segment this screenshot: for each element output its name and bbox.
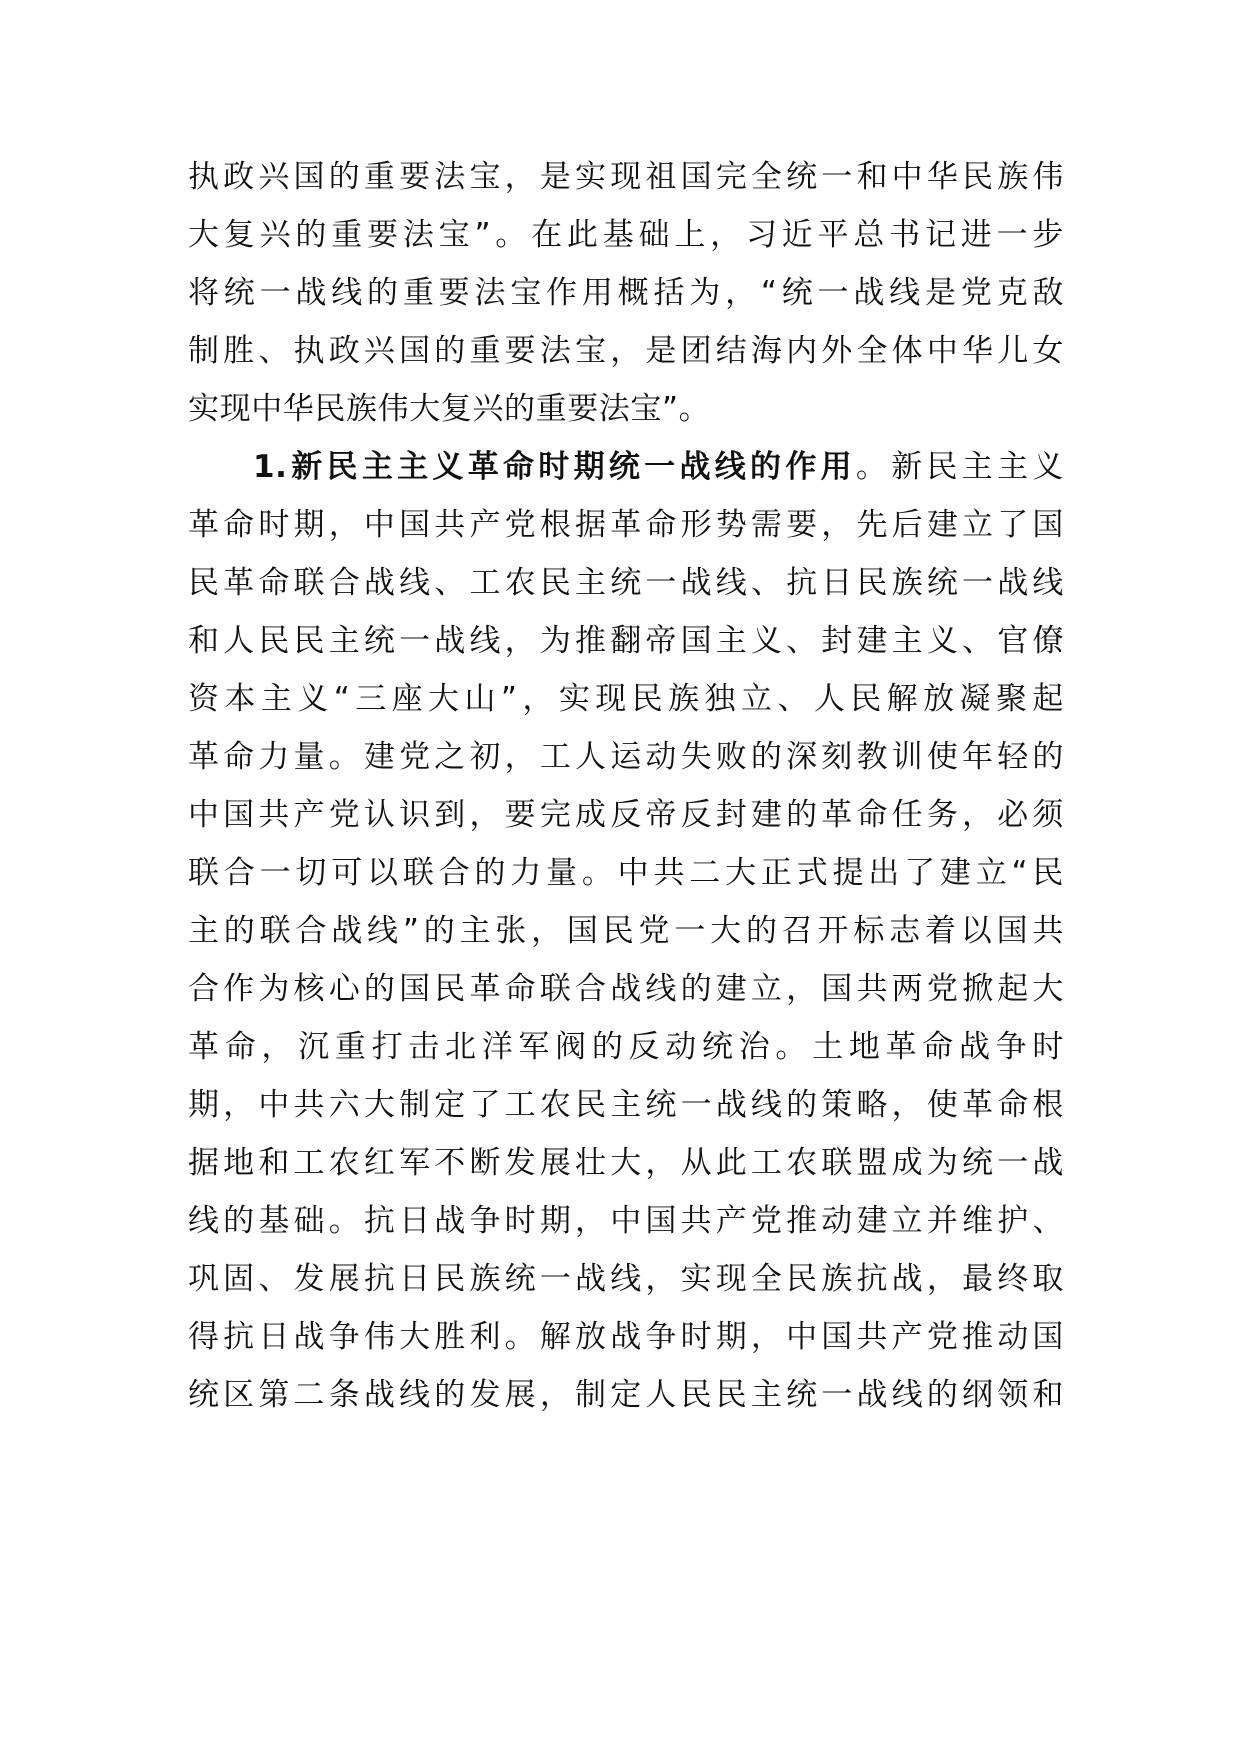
- text-line: 得抗日战争伟大胜利。解放战争时期，中国共产党推动国: [188, 1319, 1064, 1355]
- text-line: 革命，沉重打击北洋军阀的反动统治。土地革命战争时: [188, 1029, 1064, 1065]
- paragraph-2-first-line: [253, 442, 1064, 492]
- text-line: 主的联合战线”的主张，国民党一大的召开标志着以国共: [188, 913, 1064, 949]
- text-line: 实现中华民族伟大复兴的重要法宝”。: [188, 391, 711, 427]
- text-line: 大复兴的重要法宝”。在此基础上，习近平总书记进一步: [188, 217, 1064, 253]
- text-line: 和人民民主统一战线，为推翻帝国主义、封建主义、官僚: [188, 623, 1064, 659]
- text-line: 期，中共六大制定了工农民主统一战线的策略，使革命根: [188, 1087, 1064, 1123]
- text-line: 中国共产党认识到，要完成反帝反封建的革命任务，必须: [188, 797, 1064, 833]
- first-line-text: 。新民主主义: [855, 449, 1064, 485]
- text-line: 线的基础。抗日战争时期，中国共产党推动建立并维护、: [188, 1203, 1064, 1239]
- section-heading: 1.新民主主义革命时期统一战线的作用: [253, 449, 856, 485]
- text-line: 革命时期，中国共产党根据革命形势需要，先后建立了国: [188, 507, 1064, 543]
- text-line: 民革命联合战线、工农民主统一战线、抗日民族统一战线: [188, 565, 1064, 601]
- text-line: 革命力量。建党之初，工人运动失败的深刻教训使年轻的: [188, 739, 1064, 775]
- text-line: 巩固、发展抗日民族统一战线，实现全民族抗战，最终取: [188, 1261, 1064, 1297]
- text-line: 统区第二条战线的发展，制定人民民主统一战线的纲领和: [188, 1377, 1064, 1413]
- text-line: 资本主义“三座大山”，实现民族独立、人民解放凝聚起: [188, 681, 1064, 717]
- text-line: 执政兴国的重要法宝，是实现祖国完全统一和中华民族伟: [188, 159, 1064, 195]
- text-line: 合作为核心的国民革命联合战线的建立，国共两党掀起大: [188, 971, 1064, 1007]
- text-line: 将统一战线的重要法宝作用概括为，“统一战线是党克敌: [188, 275, 1064, 311]
- text-line: 据地和工农红军不断发展壮大，从此工农联盟成为统一战: [188, 1145, 1064, 1181]
- text-line: 联合一切可以联合的力量。中共二大正式提出了建立“民: [188, 855, 1064, 891]
- text-line: 制胜、执政兴国的重要法宝，是团结海内外全体中华儿女: [188, 333, 1064, 369]
